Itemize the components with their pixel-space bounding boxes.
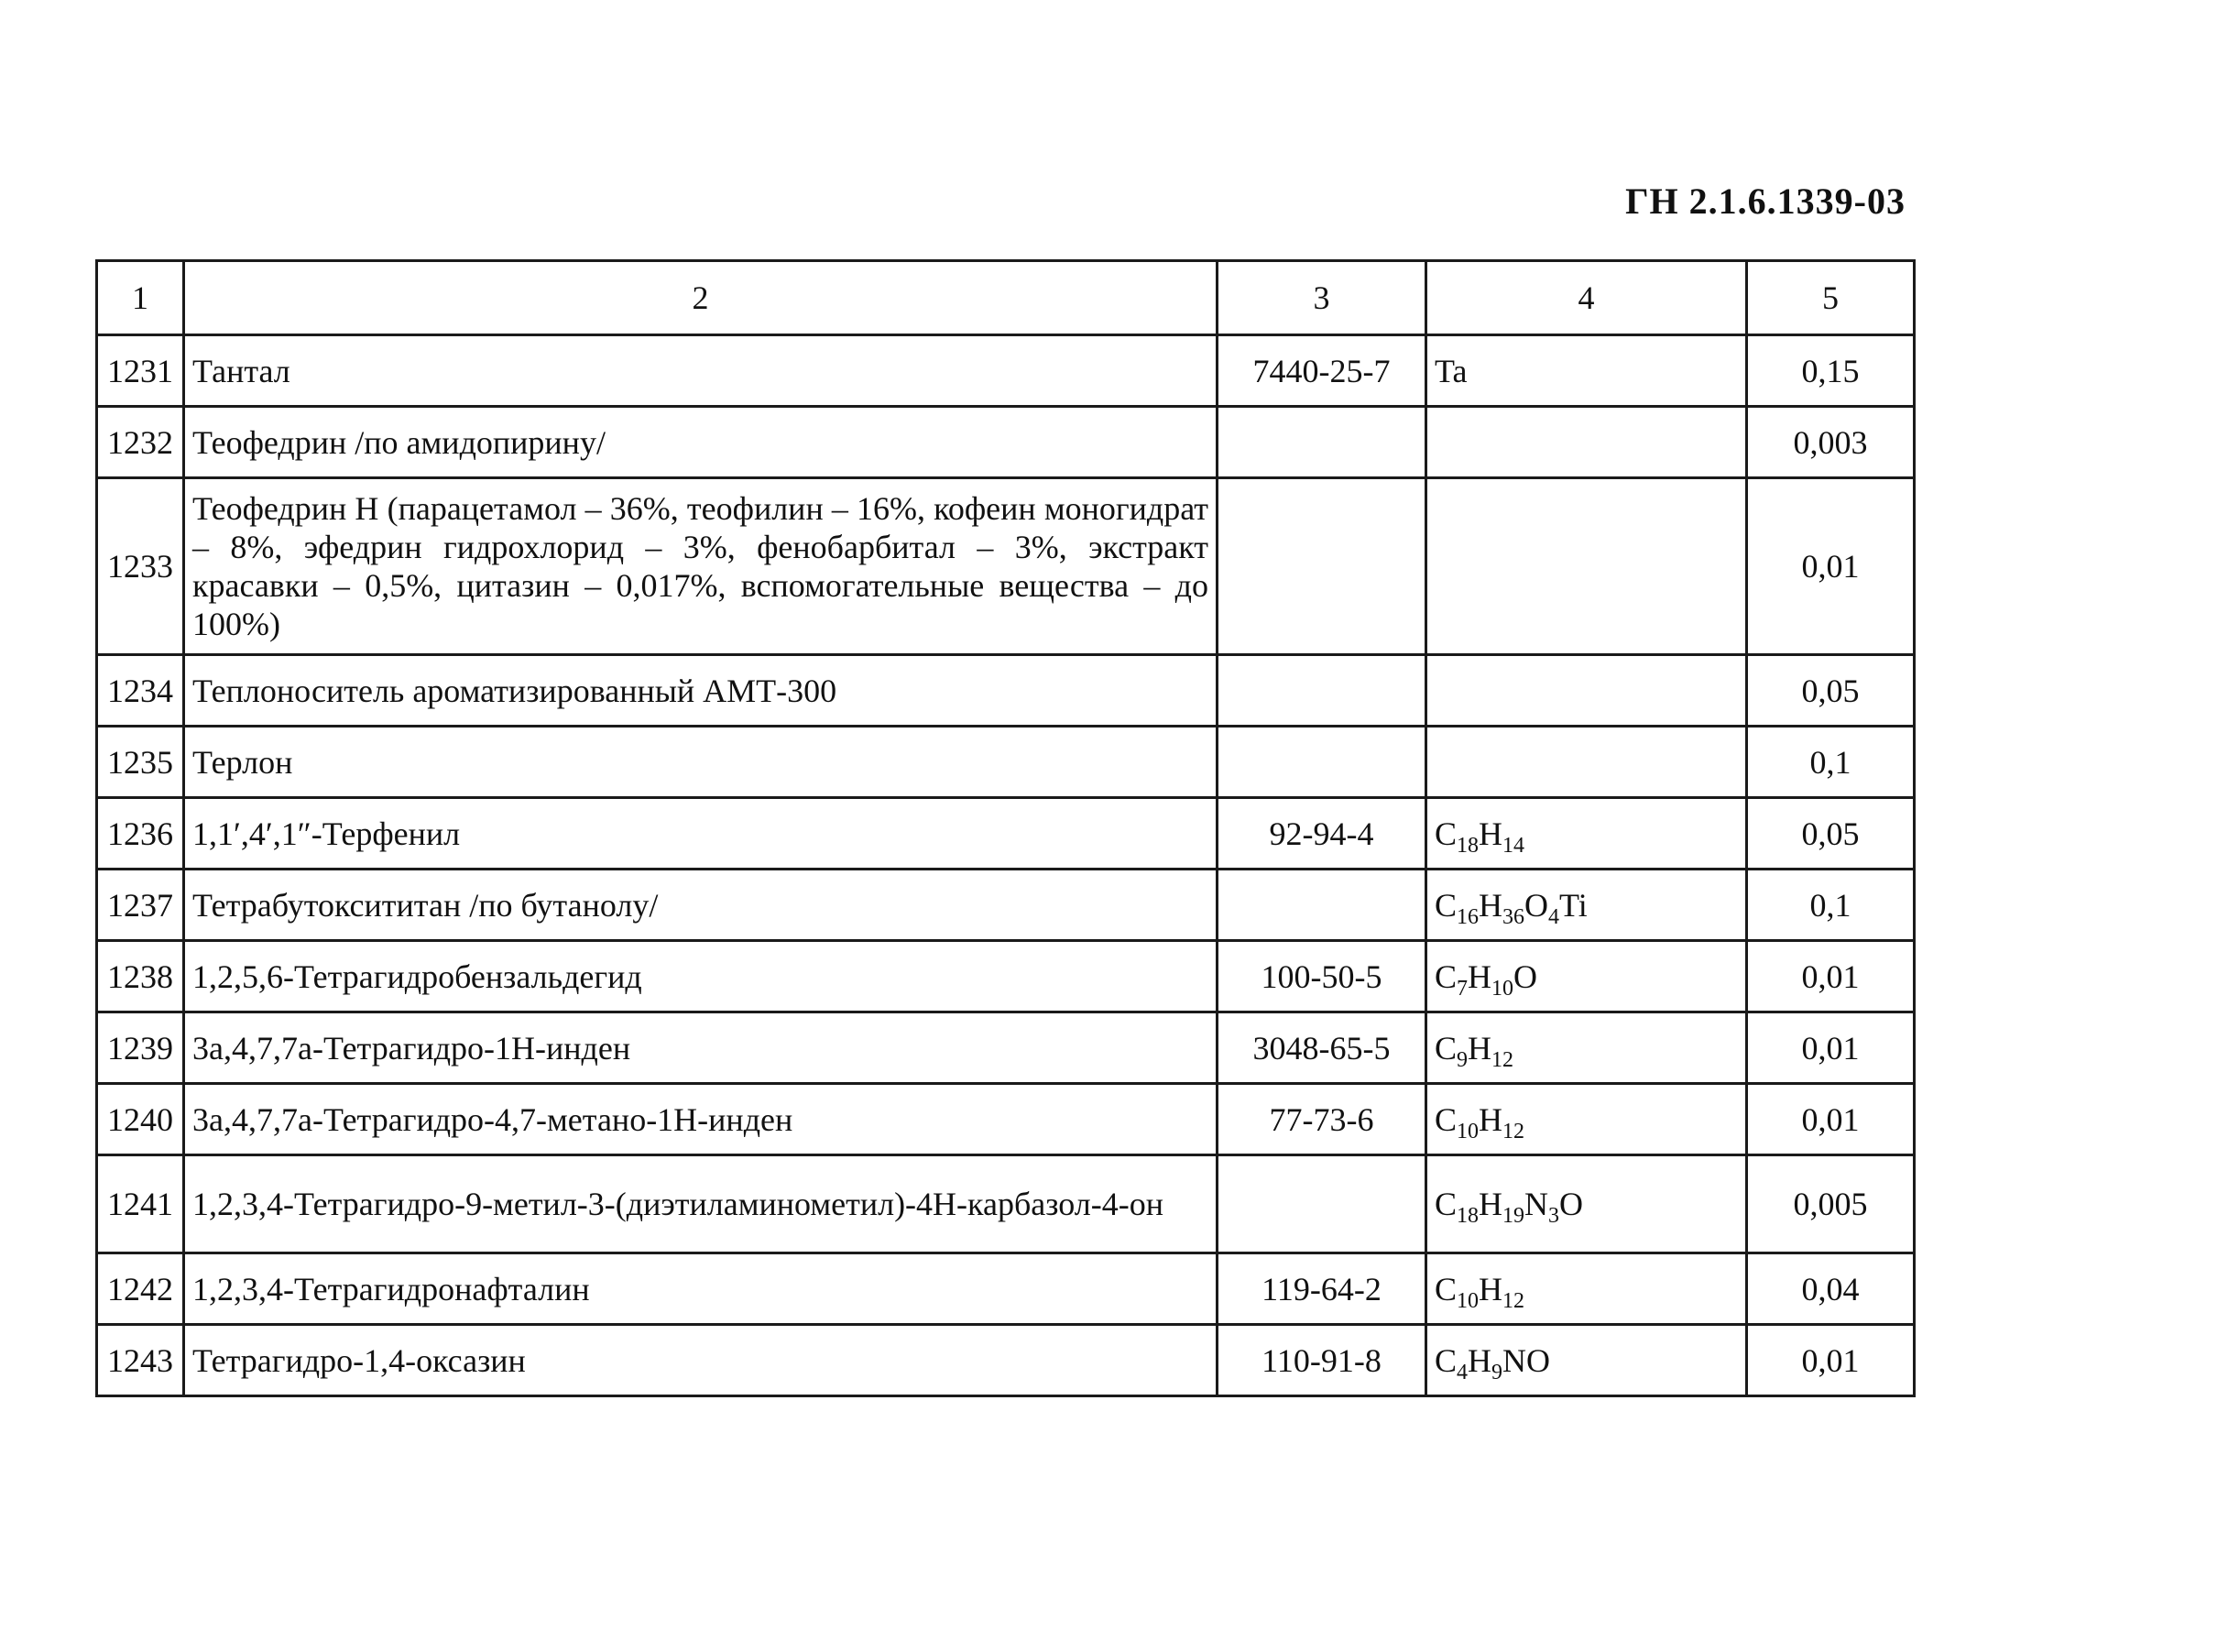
substance-name-cell: Теофедрин Н (парацетамол – 36%, теофилин – 16%, кофеин моногидрат – 8%, эфедрин гидрохлорид – 3%, фенобарбитал – 3%, экстракт красавки – 0,5%, цитазин – 0,017%, вспомогательные вещества – до 100%): [184, 478, 1218, 655]
concentration-value-cell: 0,01: [1747, 1084, 1915, 1155]
row-number-cell: 1241: [97, 1155, 184, 1253]
row-number-cell: 1236: [97, 798, 184, 870]
row-number-cell: 1233: [97, 478, 184, 655]
column-header: 4: [1426, 261, 1747, 335]
concentration-value-cell: 0,15: [1747, 335, 1915, 407]
cas-number-cell: 3048-65-5: [1218, 1012, 1426, 1084]
formula-subscript: 3: [1548, 1204, 1560, 1228]
column-header: 2: [184, 261, 1218, 335]
formula-subscript: 10: [1457, 1288, 1480, 1313]
cas-number-cell: [1218, 870, 1426, 941]
formula-element: C: [1435, 1341, 1458, 1379]
formula-element: O: [1559, 1186, 1584, 1222]
concentration-value-cell: 0,003: [1747, 407, 1915, 478]
substance-name-cell: Теофедрин /по амидопирину/: [184, 407, 1218, 478]
cas-number-cell: 119-64-2: [1218, 1253, 1426, 1325]
formula-element: N: [1524, 1186, 1549, 1222]
table-row: [97, 870, 1915, 941]
column-header: 1: [97, 261, 184, 335]
concentration-value-cell: 0,01: [1747, 478, 1915, 655]
formula-element: H: [1479, 1186, 1503, 1222]
formula-subscript: 18: [1457, 1204, 1480, 1228]
concentration-value-cell: 0,01: [1747, 1012, 1915, 1084]
row-number-cell: 1234: [97, 655, 184, 727]
cas-number-cell: 92-94-4: [1218, 798, 1426, 870]
formula-subscript: 9: [1491, 1360, 1503, 1384]
concentration-value-cell: 0,005: [1747, 1155, 1915, 1253]
cas-number-cell: [1218, 407, 1426, 478]
row-number-cell: 1239: [97, 1012, 184, 1084]
table-row: [97, 1155, 1915, 1253]
concentration-value-cell: 0,01: [1747, 941, 1915, 1012]
substance-name-cell: 3а,4,7,7а-Тетрагидро-1Н-инден: [184, 1012, 1218, 1084]
formula-element: Ti: [1559, 886, 1588, 924]
formula-subscript: 4: [1457, 1360, 1469, 1384]
formula-subscript: 10: [1457, 1119, 1480, 1143]
formula-cell: [1426, 1253, 1747, 1325]
formula-element: H: [1468, 957, 1492, 995]
row-number-cell: 1243: [97, 1325, 184, 1396]
formula-element: H: [1479, 886, 1503, 924]
formula-cell: [1426, 478, 1747, 655]
formula-element: H: [1479, 1100, 1503, 1138]
formula-subscript: 16: [1457, 904, 1480, 929]
formula-subscript: 10: [1491, 976, 1514, 1001]
table-row: [97, 1253, 1915, 1325]
formula-cell: [1426, 1084, 1747, 1155]
table-row: [97, 727, 1915, 798]
column-header: 3: [1218, 261, 1426, 335]
concentration-value-cell: 0,05: [1747, 655, 1915, 727]
table-header-row: [97, 261, 1915, 335]
formula-element: H: [1468, 1341, 1492, 1379]
substance-name-cell: 3а,4,7,7а-Тетрагидро-4,7-метано-1Н-инден: [184, 1084, 1218, 1155]
formula-cell: [1426, 1012, 1747, 1084]
table-row: [97, 1012, 1915, 1084]
formula-element: O: [1513, 957, 1538, 995]
formula-subscript: 18: [1457, 833, 1480, 858]
formula-cell: [1426, 727, 1747, 798]
formula-subscript: 9: [1457, 1047, 1469, 1072]
substance-name-cell: 1,2,5,6-Тетрагидробензальдегид: [184, 941, 1218, 1012]
row-number-cell: 1232: [97, 407, 184, 478]
formula-subscript: 4: [1548, 904, 1560, 929]
formula-subscript: 12: [1491, 1047, 1514, 1072]
cas-number-cell: [1218, 655, 1426, 727]
column-header: 5: [1747, 261, 1915, 335]
concentration-value-cell: 0,1: [1747, 870, 1915, 941]
table-row: [97, 798, 1915, 870]
formula-element: NO: [1502, 1341, 1551, 1379]
formula-subscript: 19: [1502, 1204, 1525, 1228]
formula-element: C: [1435, 1100, 1458, 1138]
formula-subscript: 14: [1502, 833, 1525, 858]
row-number-cell: 1238: [97, 941, 184, 1012]
table-row: [97, 335, 1915, 407]
formula-cell: [1426, 335, 1747, 407]
formula-cell: [1426, 1155, 1747, 1253]
formula-element: C: [1435, 1270, 1458, 1307]
table-row: [97, 407, 1915, 478]
substance-name-cell: Тантал: [184, 335, 1218, 407]
formula-subscript: 12: [1502, 1119, 1525, 1143]
formula-element: H: [1479, 1270, 1503, 1307]
substance-name-cell: Тетрабутоксититан /по бутанолу/: [184, 870, 1218, 941]
concentration-value-cell: 0,04: [1747, 1253, 1915, 1325]
formula-cell: [1426, 798, 1747, 870]
cas-number-cell: 110-91-8: [1218, 1325, 1426, 1396]
formula-element: C: [1435, 815, 1458, 852]
formula-element: H: [1468, 1029, 1492, 1067]
row-number-cell: 1235: [97, 727, 184, 798]
table-row: [97, 1325, 1915, 1396]
concentration-value-cell: 0,1: [1747, 727, 1915, 798]
formula-element: O: [1524, 886, 1549, 924]
table-row: [97, 655, 1915, 727]
document-code: ГН 2.1.6.1339-03: [1625, 181, 1906, 222]
row-number-cell: 1231: [97, 335, 184, 407]
cas-number-cell: [1218, 727, 1426, 798]
formula-cell: [1426, 941, 1747, 1012]
formula-element: C: [1435, 1029, 1458, 1067]
concentration-value-cell: 0,01: [1747, 1325, 1915, 1396]
formula-element: C: [1435, 957, 1458, 995]
formula-element: C: [1435, 886, 1458, 924]
row-number-cell: 1237: [97, 870, 184, 941]
table-row: [97, 478, 1915, 655]
substance-name-cell: 1,2,3,4-Тетрагидронафталин: [184, 1253, 1218, 1325]
formula-subscript: 12: [1502, 1288, 1525, 1313]
formula-element: Ta: [1435, 352, 1468, 389]
substance-name-cell: Терлон: [184, 727, 1218, 798]
formula-element: H: [1479, 815, 1503, 852]
formula-cell: [1426, 655, 1747, 727]
table-row: [97, 1084, 1915, 1155]
concentration-value-cell: 0,05: [1747, 798, 1915, 870]
formula-subscript: 36: [1502, 904, 1525, 929]
formula-cell: [1426, 1325, 1747, 1396]
cas-number-cell: [1218, 478, 1426, 655]
cas-number-cell: 77-73-6: [1218, 1084, 1426, 1155]
cas-number-cell: 7440-25-7: [1218, 335, 1426, 407]
row-number-cell: 1242: [97, 1253, 184, 1325]
substance-name-cell: 1,1′,4′,1″-Терфенил: [184, 798, 1218, 870]
formula-cell: [1426, 870, 1747, 941]
formula-cell: [1426, 407, 1747, 478]
substance-name-cell: 1,2,3,4-Тетрагидро-9-метил-3-(диэтиламинометил)-4Н-карбазол-4-он: [184, 1155, 1218, 1253]
cas-number-cell: 100-50-5: [1218, 941, 1426, 1012]
table-row: [97, 941, 1915, 1012]
row-number-cell: 1240: [97, 1084, 184, 1155]
substances-table: [95, 259, 1916, 1397]
substance-name-cell: Тетрагидро-1,4-оксазин: [184, 1325, 1218, 1396]
substance-name-cell: Теплоноситель ароматизированный АМТ-300: [184, 655, 1218, 727]
formula-subscript: 7: [1457, 976, 1469, 1001]
cas-number-cell: [1218, 1155, 1426, 1253]
formula-element: C: [1435, 1186, 1458, 1222]
